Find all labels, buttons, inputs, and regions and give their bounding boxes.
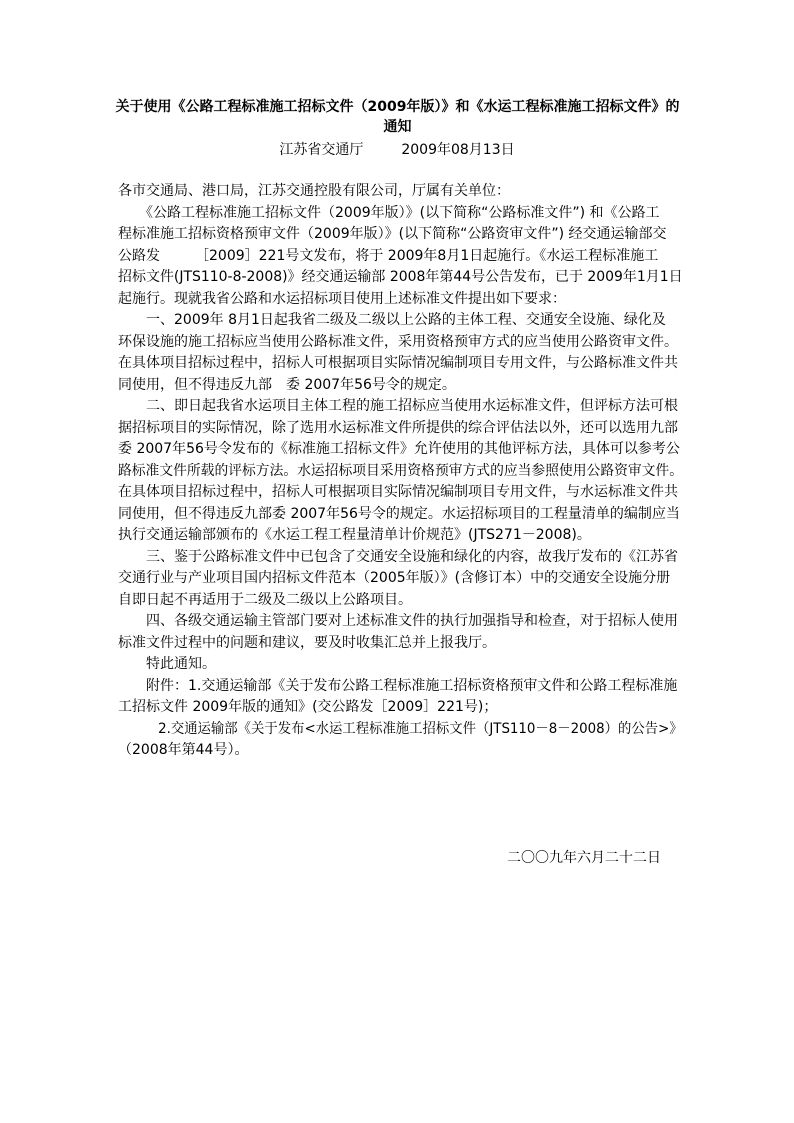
body-line: 三、鉴于公路标准文件中已包含了交通安全设施和绿化的内容，故我厅发布的《江苏省 xyxy=(118,548,678,565)
body-line: 工招标文件 2009年版的通知》(交公路发［2009］221号)； xyxy=(118,699,498,715)
issue-date: 2009年08月13日 xyxy=(401,142,515,158)
body-line: 同使用，但不得违反九部 委 2007年56号令的规定。 xyxy=(118,376,456,393)
signoff-date: 二〇〇九年六月二十二日 xyxy=(507,850,661,866)
body-line: 同使用，但不得违反九部委 2007年56号令的规定。水运招标项目的工程量清单的编制应当 xyxy=(118,505,680,522)
body-line: 附件：1.交通运输部《关于发布公路工程标准施工招标资格预审文件和公路工程标准施 xyxy=(118,677,678,694)
body-line: 2.交通运输部《关于发布<水运工程标准施工招标文件（JTS110－8－2008）的公告>》 xyxy=(118,720,683,737)
body-line: 委 2007年56号令发布的《标准施工招标文件》允许使用的其他评标方法，具体可以参考公 xyxy=(118,441,680,457)
document-meta xyxy=(0,140,794,160)
document-body xyxy=(118,181,683,762)
body-line: 路标准文件所载的评标方法。水运招标项目采用资格预审方式的应当参照使用公路资审文件。 xyxy=(118,462,683,479)
body-line: 据招标项目的实际情况，除了选用水运标准文件所提供的综合评估法以外，还可以选用九部 xyxy=(118,419,678,436)
body-line: 标准文件过程中的问题和建议，要及时收集汇总并上报我厅。 xyxy=(118,634,496,651)
body-line: 程标准施工招标资格预审文件（2009年版）》(以下简称“公路资审文件”) 经交通运输部交 xyxy=(118,226,667,242)
body-line: 自即日起不再适用于二级及二级以上公路项目。 xyxy=(118,591,412,608)
body-line: 各市交通局、港口局，江苏交通控股有限公司，厅属有关单位： xyxy=(118,183,510,199)
body-line: 环保设施的施工招标应当使用公路标准文件，采用资格预审方式的应当使用公路资审文件。 xyxy=(118,333,678,350)
body-line: 一、2009年 8月1日起我省二级及二级以上公路的主体工程、交通安全设施、绿化及 xyxy=(118,312,666,328)
body-line: 四、各级交通运输主管部门要对上述标准文件的执行加强指导和检查，对于招标人使用 xyxy=(118,613,678,629)
document-title: 关于使用《公路工程标准施工招标文件（2009年版）》和《水运工程标准施工招标文件》的 xyxy=(115,99,680,115)
body-line: 执行交通运输部颁布的《水运工程工程量清单计价规范》(JTS271－2008)。 xyxy=(118,527,591,543)
body-line: 交通行业与产业项目国内招标文件范本（2005年版）》(含修订本）中的交通安全设施分册 xyxy=(118,570,671,586)
body-line: 二、即日起我省水运项目主体工程的施工招标应当使用水运标准文件，但评标方法可根 xyxy=(118,398,678,414)
body-line: 招标文件(JTS110-8-2008)》经交通运输部 2008年第44号公告发布，已于 2009年1月1日 xyxy=(118,269,683,285)
body-line: （2008年第44号）。 xyxy=(118,742,249,758)
body-line: 公路发 ［2009］221号文发布，将于 2009年8月1日起施行。《水运工程标准施工 xyxy=(118,247,659,264)
body-line: 起施行。现就我省公路和水运招标项目使用上述标准文件提出如下要求： xyxy=(118,290,566,307)
body-line: 在具体项目招标过程中，招标人可根据项目实际情况编制项目专用文件，与公路标准文件共 xyxy=(118,355,678,371)
document-title-continued: 通知 xyxy=(383,119,412,135)
body-line: 特此通知。 xyxy=(118,656,216,672)
body-line: 在具体项目招标过程中，招标人可根据项目实际情况编制项目专用文件，与水运标准文件共 xyxy=(118,484,678,500)
issuer: 江苏省交通厅 xyxy=(279,142,364,158)
body-line: 《公路工程标准施工招标文件（2009年版）》(以下简称“公路标准文件”) 和《公路工 xyxy=(118,204,660,221)
